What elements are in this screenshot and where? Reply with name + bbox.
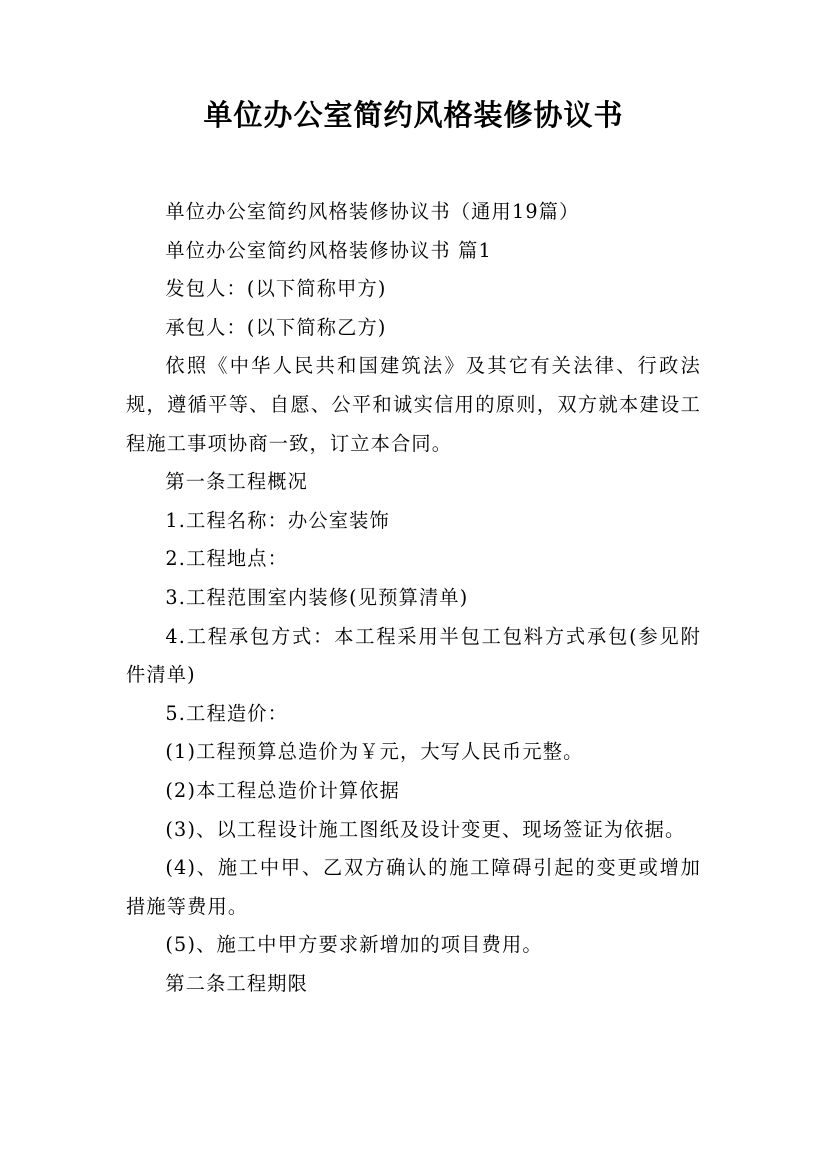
paragraph-section-2-heading: 第二条工程期限 <box>165 971 309 995</box>
paragraph-cost-item-1: (1)工程预算总造价为￥元，大写人民币元整。 <box>165 740 584 764</box>
paragraph-project-name: 1.工程名称：办公室装饰 <box>165 508 390 532</box>
paragraph-cost-item-3: (3)、以工程设计施工图纸及设计变更、现场签证为依据。 <box>165 817 686 841</box>
paragraph-cost-item-2: (2)本工程总造价计算依据 <box>165 778 401 802</box>
document-body <box>126 193 701 1003</box>
paragraph-project-location: 2.工程地点： <box>165 547 289 571</box>
document-title: 单位办公室简约风格装修协议书 <box>203 98 624 132</box>
paragraph-project-scope: 3.工程范围室内装修(见预算清单) <box>165 585 469 609</box>
paragraph-section-1-heading: 第一条工程概况 <box>165 470 309 494</box>
paragraph-article-heading: 单位办公室简约风格装修协议书 篇1 <box>165 238 492 262</box>
paragraph-preamble: 依照《中华人民共和国建筑法》及其它有关法律、行政法规，遵循平等、自愿、公平和诚实信用的原则，双方就本建设工程施工事项协商一致，订立本合同。 <box>126 354 701 455</box>
paragraph-contractee-party: 承包人：(以下简称乙方) <box>165 315 387 339</box>
paragraph-cost-item-4: (4)、施工中甲、乙双方确认的施工障碍引起的变更或增加措施等费用。 <box>126 856 701 918</box>
paragraph-cost-item-5: (5)、施工中甲方要求新增加的项目费用。 <box>165 933 543 957</box>
paragraph-collection-heading: 单位办公室简约风格装修协议书（通用19篇） <box>165 200 580 223</box>
paragraph-project-cost: 5.工程造价： <box>165 701 289 725</box>
paragraph-contract-method: 4.工程承包方式：本工程采用半包工包料方式承包(参见附件清单) <box>126 624 701 687</box>
paragraph-contractor-party: 发包人：(以下简称甲方) <box>165 277 387 301</box>
